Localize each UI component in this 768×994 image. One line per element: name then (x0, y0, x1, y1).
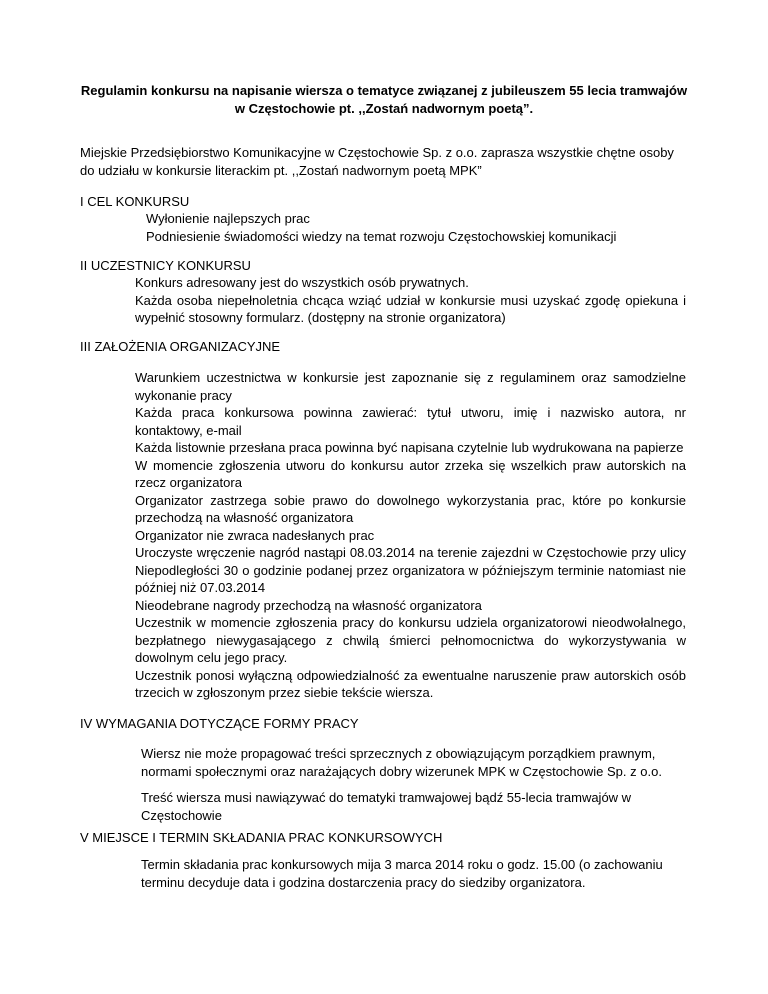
list-item: Uroczyste wręczenie nagród nastąpi 08.03.2014 na terenie zajezdni w Częstochowie przy ulicy Niepodległości 30 o godzinie podanej przez organizatora w późniejszym terminie natomiast nie później niż 07.03.2014 (135, 545, 686, 595)
list-item: Uczestnik w momencie zgłoszenia pracy do konkursu udziela organizatorowi nieodwołalnego, bezpłatnego niewygasającego z chwilą śmierci pełnomocnictwa do wykorzystywania w dowolnym celu jego pracy. (135, 615, 686, 665)
section-items-uczestnicy (135, 274, 686, 327)
list-item: Wyłonienie najlepszych prac (146, 211, 310, 226)
list-item: Uczestnik ponosi wyłączną odpowiedzialność za ewentualne naruszenie praw autorskich osób trzecich w zgłoszonym przez siebie tekście wiersza. (135, 667, 686, 700)
list-item: Konkurs adresowany jest do wszystkich osób prywatnych. (135, 275, 469, 290)
list-item: W momencie zgłoszenia utworu do konkursu autor zrzeka się wszelkich praw autorskich na rzecz organizatora (135, 457, 686, 490)
list-item: Każda praca konkursowa powinna zawierać: tytuł utworu, imię i nazwisko autora, nr kontaktowy, e-mail (135, 405, 686, 438)
section-heading-miejsce-termin: V MIEJSCE I TERMIN SKŁADANIA PRAC KONKURSOWYCH (80, 830, 443, 845)
list-item: Podniesienie świadomości wiedzy na temat rozwoju Częstochowskiej komunikacji (146, 228, 617, 244)
list-item: Termin składania prac konkursowych mija 3 marca 2014 roku o godz. 15.00 (o zachowaniu terminu decyduje data i godzina dostarczenia pracy do siedziby organizatora. (141, 857, 663, 890)
list-item: Wiersz nie może propagować treści sprzecznych z obowiązującym porządkiem prawnym, normami społecznymi oraz narażających dobry wizerunek MPK w Częstochowie Sp. z o.o. (141, 746, 662, 779)
list-item: Organizator nie zwraca nadesłanych prac (135, 527, 375, 543)
section-heading-cel: I CEL KONKURSU (80, 194, 190, 209)
section-heading-wymagania: IV WYMAGANIA DOTYCZĄCE FORMY PRACY (80, 716, 359, 731)
section-heading-uczestnicy: II UCZESTNICY KONKURSU (80, 258, 251, 273)
list-item: Każda listownie przesłana praca powinna być napisana czytelnie lub wydrukowana na papierze (135, 440, 684, 455)
section-items-zalozenia (135, 369, 686, 702)
document-title (80, 82, 688, 117)
section-items-miejsce-termin (141, 856, 686, 891)
section-items-wymagania (141, 745, 686, 833)
list-item: Nieodebrane nagrody przechodzą na własność organizatora (135, 597, 482, 613)
section-heading-zalozenia: III ZAŁOŻENIA ORGANIZACYJNE (80, 339, 281, 354)
list-item: Każda osoba niepełnoletnia chcąca wziąć udział w konkursie musi uzyskać zgodę opiekuna i wypełnić stosowny formularz. (dostępny na stronie organizatora) (135, 292, 686, 325)
title-line-1: Regulamin konkursu na napisanie wiersza o tematyce związanej z jubileuszem 55 lecia tramwajów (80, 83, 688, 98)
intro-paragraph: Miejskie Przedsiębiorstwo Komunikacyjne w Częstochowie Sp. z o.o. zaprasza wszystkie chętne osoby do udziału w konkursie literackim pt. ,,Zostań nadwornym poetą MPK” (80, 145, 674, 178)
list-item: Warunkiem uczestnictwa w konkursie jest zapoznanie się z regulaminem oraz samodzielne wykonanie pracy (135, 370, 686, 403)
section-items-cel (146, 210, 686, 245)
title-line-2: w Częstochowie pt. ,,Zostań nadwornym poetą”. (234, 100, 534, 116)
list-item: Treść wiersza musi nawiązywać do tematyki tramwajowej bądź 55-lecia tramwajów w Częstochowie (141, 790, 632, 823)
list-item: Organizator zastrzega sobie prawo do dowolnego wykorzystania prac, które po konkursie przechodzą na własność organizatora (135, 492, 686, 525)
